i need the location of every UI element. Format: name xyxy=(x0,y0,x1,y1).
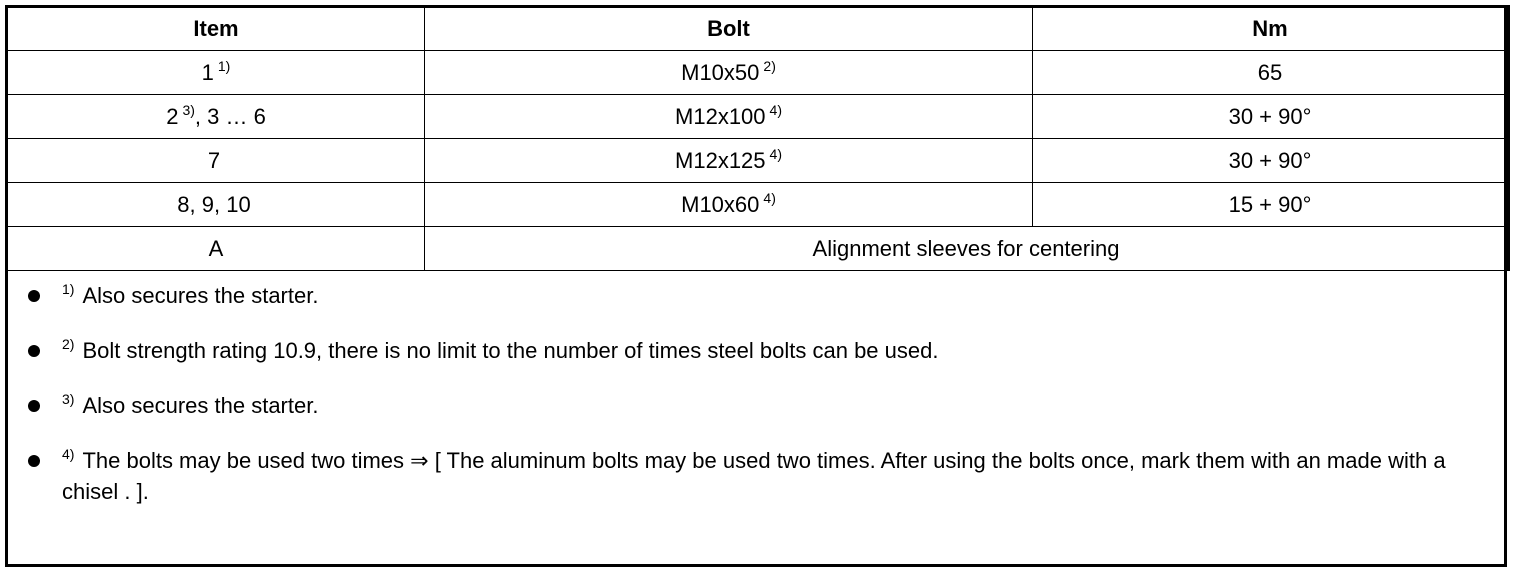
table-row xyxy=(7,51,1509,95)
table-header-row xyxy=(7,7,1509,51)
note-item: $^{3)}$ Also secures the starter. xyxy=(28,390,1478,421)
cell-bolt: M10x60 $^{4)}$ xyxy=(425,183,1033,227)
torque-table xyxy=(5,5,1510,271)
note-item: $^{4)}$ The bolts may be used two times ⇒ [ The aluminum bolts may be used two times. After using the bolts once, mark them with an made with a chisel . ]. xyxy=(28,445,1478,507)
notes-list xyxy=(28,280,1478,531)
bullet-icon xyxy=(28,290,40,302)
table-row xyxy=(7,95,1509,139)
cell-description: Alignment sleeves for centering xyxy=(425,227,1509,271)
note-item: $^{2)}$ Bolt strength rating 10.9, there is no limit to the number of times steel bolts can be used. xyxy=(28,335,1478,366)
cell-nm: 15 + 90° xyxy=(1033,183,1509,227)
cell-item: 7 xyxy=(7,139,425,183)
cell-bolt: M12x100 $^{4)}$ xyxy=(425,95,1033,139)
bullet-icon xyxy=(28,345,40,357)
cell-item: 8, 9, 10 xyxy=(7,183,425,227)
cell-nm: 30 + 90° xyxy=(1033,139,1509,183)
cell-nm: 65 xyxy=(1033,51,1509,95)
cell-nm: 30 + 90° xyxy=(1033,95,1509,139)
header-nm: Nm xyxy=(1033,7,1509,51)
cell-item: 1 $^{1)}$ xyxy=(7,51,425,95)
table-row xyxy=(7,227,1509,271)
table-row xyxy=(7,139,1509,183)
cell-bolt: M10x50 $^{2)}$ xyxy=(425,51,1033,95)
bullet-icon xyxy=(28,455,40,467)
cell-item: A xyxy=(7,227,425,271)
table-row xyxy=(7,183,1509,227)
header-bolt: Bolt xyxy=(425,7,1033,51)
note-item: $^{1)}$ Also secures the starter. xyxy=(28,280,1478,311)
header-item: Item xyxy=(7,7,425,51)
cell-item: 2 $^{3)}$, 3 … 6 xyxy=(7,95,425,139)
bullet-icon xyxy=(28,400,40,412)
cell-bolt: M12x125 $^{4)}$ xyxy=(425,139,1033,183)
